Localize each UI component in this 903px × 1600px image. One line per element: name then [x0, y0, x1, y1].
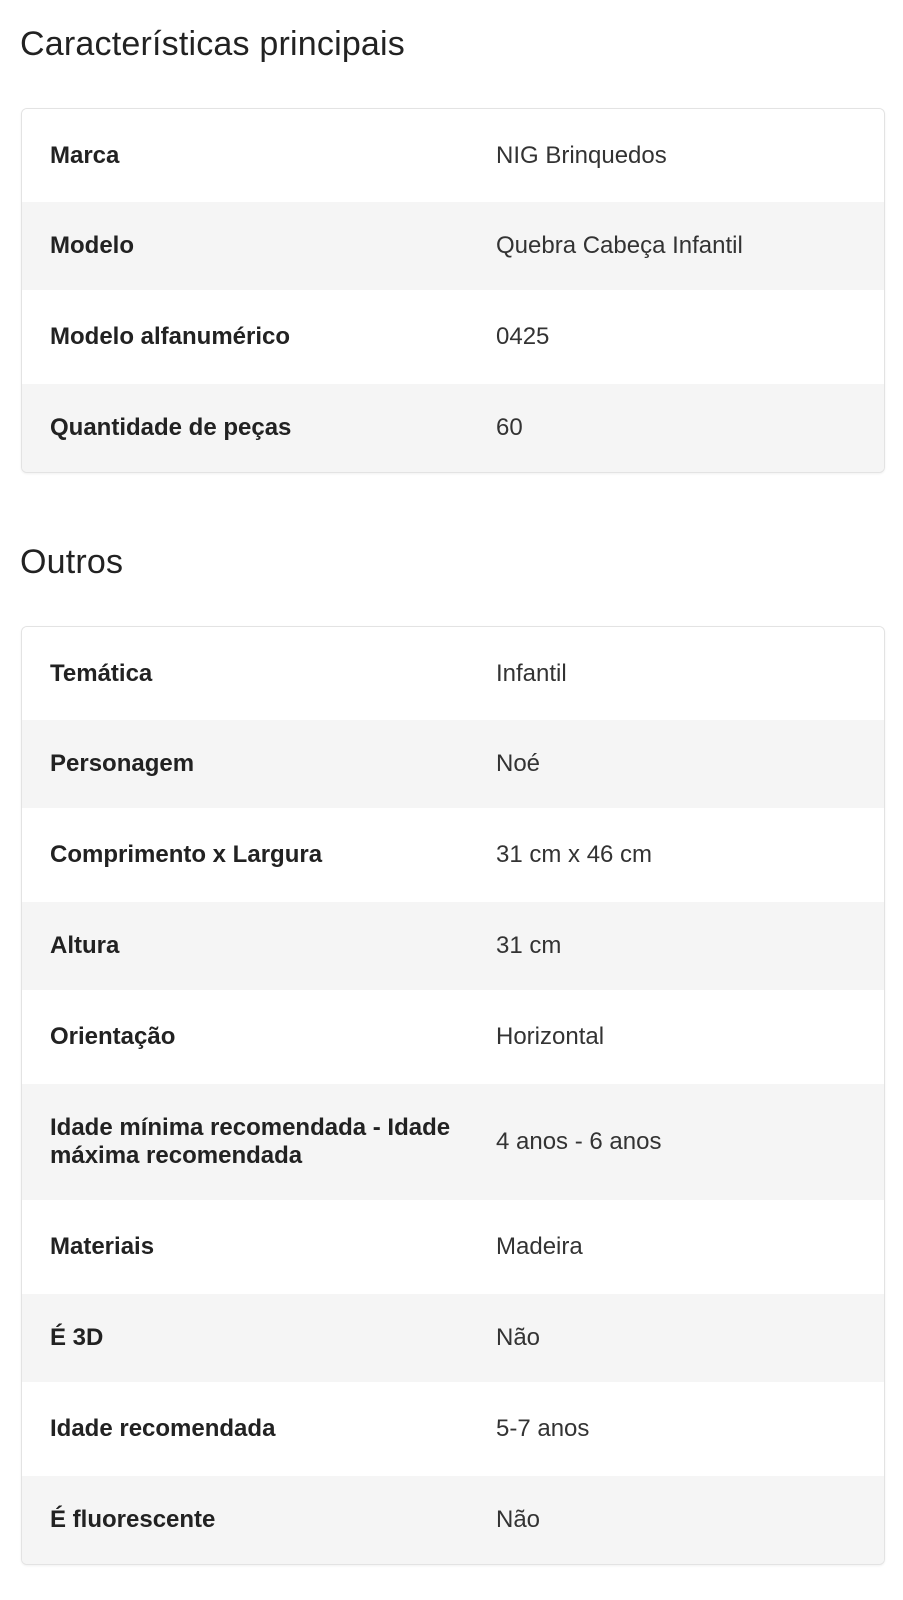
- spec-value: Não: [496, 1324, 541, 1351]
- spec-row-e-3d: [22, 1294, 884, 1382]
- main-features-table: [21, 108, 885, 473]
- spec-value: 5-7 anos: [496, 1415, 590, 1442]
- spec-value: 0425: [496, 323, 550, 350]
- spec-key: Altura: [50, 932, 120, 959]
- spec-value: 31 cm: [496, 932, 562, 959]
- spec-key: Idade recomendada: [50, 1415, 276, 1442]
- spec-row-modelo: [22, 202, 884, 290]
- spec-row-tematica: [22, 627, 884, 720]
- spec-value: Quebra Cabeça Infantil: [496, 232, 743, 259]
- spec-key: Temática: [50, 659, 153, 687]
- spec-row-quantidade-pecas: [22, 384, 884, 472]
- others-table: [21, 626, 885, 1565]
- spec-key: É fluorescente: [50, 1506, 216, 1533]
- spec-value: Infantil: [496, 659, 567, 687]
- spec-row-personagem: [22, 720, 884, 808]
- spec-key: Quantidade de peças: [50, 414, 292, 441]
- spec-key: Materiais: [50, 1233, 155, 1260]
- spec-key: Personagem: [50, 750, 195, 777]
- spec-key: Comprimento x Largura: [50, 841, 323, 868]
- spec-row-modelo-alfanumerico: [22, 290, 884, 384]
- spec-key: É 3D: [50, 1324, 104, 1351]
- spec-value: Madeira: [496, 1233, 583, 1260]
- others-title: Outros: [20, 543, 124, 581]
- spec-value: 60: [496, 414, 523, 441]
- spec-key: Modelo: [50, 232, 134, 259]
- spec-value: 31 cm x 46 cm: [496, 841, 653, 868]
- spec-key: Marca: [50, 141, 120, 169]
- spec-value: Não: [496, 1506, 541, 1533]
- spec-value: NIG Brinquedos: [496, 141, 667, 169]
- main-features-title: Características principais: [20, 25, 405, 63]
- spec-key: Orientação: [50, 1023, 176, 1050]
- spec-row-marca: [22, 109, 884, 202]
- spec-row-comprimento-largura: [22, 808, 884, 902]
- spec-row-idade-min-max: [22, 1084, 884, 1200]
- spec-row-materiais: [22, 1200, 884, 1294]
- spec-key: Modelo alfanumérico: [50, 323, 291, 350]
- spec-value: 4 anos - 6 anos: [496, 1128, 662, 1155]
- spec-row-altura: [22, 902, 884, 990]
- spec-row-e-fluorescente: [22, 1476, 884, 1564]
- spec-key: Idade mínima recomendada - Idade máxima recomendada: [50, 1114, 451, 1169]
- spec-row-orientacao: [22, 990, 884, 1084]
- spec-row-idade-recomendada: [22, 1382, 884, 1476]
- spec-value: Noé: [496, 750, 541, 777]
- spec-value: Horizontal: [496, 1023, 605, 1050]
